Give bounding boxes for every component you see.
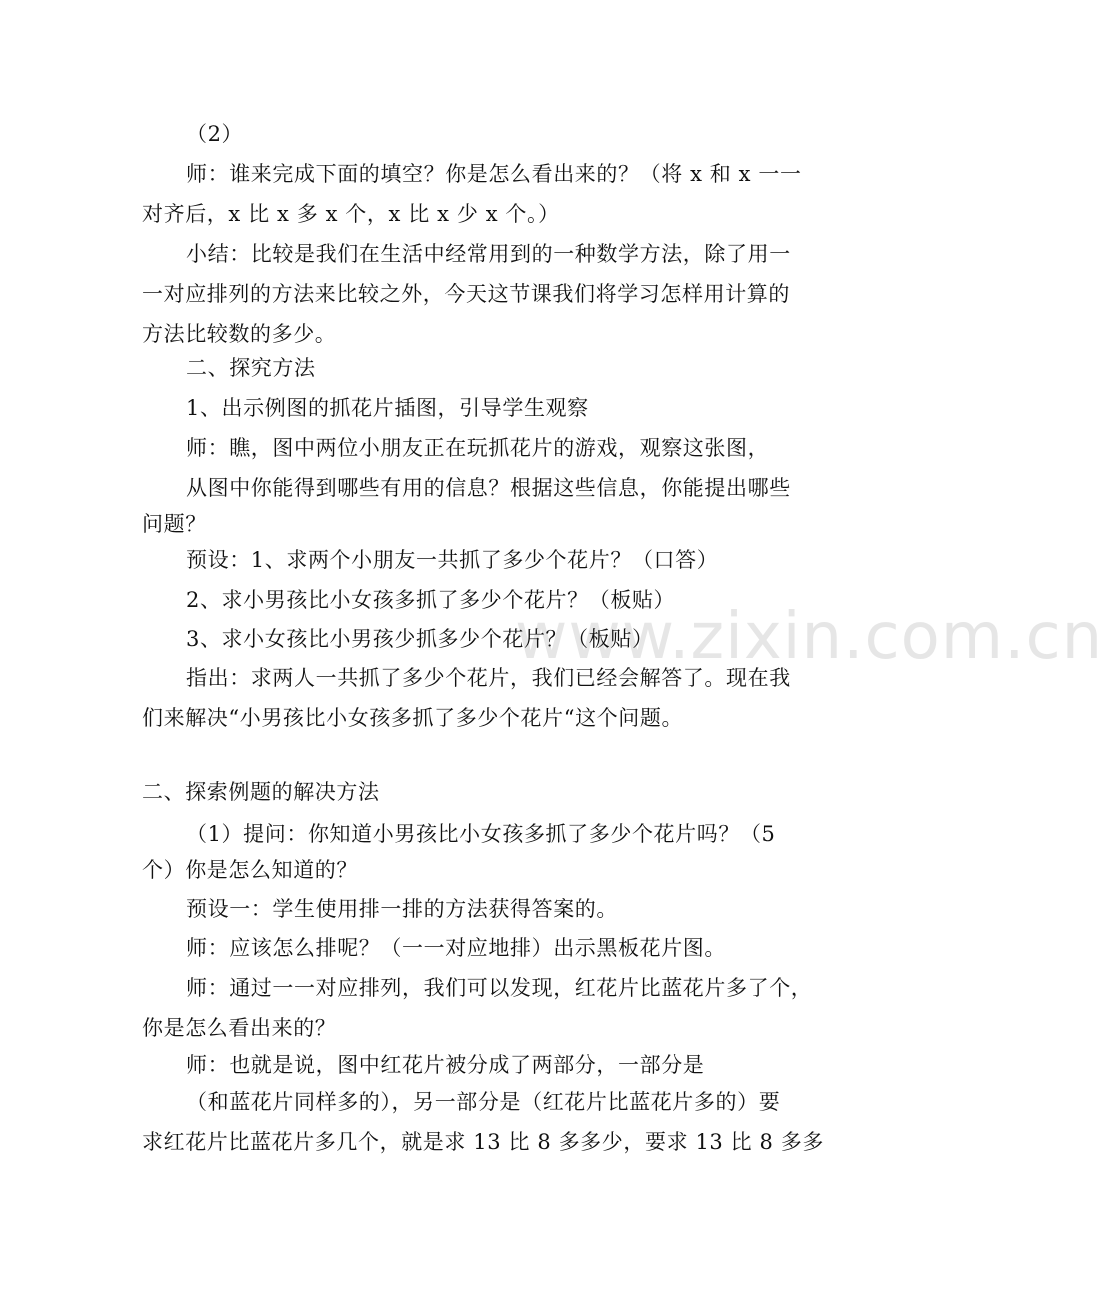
paragraph-line: 预设一：学生使用排一排的方法获得答案的。 bbox=[186, 897, 618, 921]
section-heading: 二、探究方法 bbox=[186, 356, 316, 380]
paragraph-line: 个）你是怎么知道的？ bbox=[142, 858, 358, 882]
paragraph-line: 从图中你能得到哪些有用的信息？根据这些信息，你能提出哪些 bbox=[186, 476, 791, 500]
section-heading: 二、探索例题的解决方法 bbox=[142, 780, 380, 804]
paragraph-line: （2） bbox=[186, 122, 244, 146]
paragraph-line: 1、出示例图的抓花片插图，引导学生观察 bbox=[186, 396, 589, 420]
paragraph-line: 2、求小男孩比小女孩多抓了多少个花片？（板贴） bbox=[186, 588, 676, 612]
paragraph-line: （1）提问：你知道小男孩比小女孩多抓了多少个花片吗？（5 bbox=[186, 822, 776, 846]
paragraph-line: 师：谁来完成下面的填空？你是怎么看出来的？（将 x 和 x 一一 bbox=[186, 162, 802, 186]
paragraph-line: 师：瞧，图中两位小朋友正在玩抓花片的游戏，观察这张图， bbox=[186, 436, 770, 460]
paragraph-line: 求红花片比蓝花片多几个，就是求 13 比 8 多多少，要求 13 比 8 多多 bbox=[142, 1130, 824, 1154]
paragraph-line: 小结：比较是我们在生活中经常用到的一种数学方法，除了用一 bbox=[186, 242, 791, 266]
paragraph-line: 3、求小女孩比小男孩少抓多少个花片？（板贴） bbox=[186, 627, 654, 651]
watermark: www.zixin.com.cn bbox=[515, 600, 1103, 674]
paragraph-line: 你是怎么看出来的？ bbox=[142, 1016, 337, 1040]
paragraph-line: （和蓝花片同样多的），另一部分是（红花片比蓝花片多的）要 bbox=[186, 1090, 781, 1114]
paragraph-line: 指出：求两人一共抓了多少个花片，我们已经会解答了。现在我 bbox=[186, 666, 791, 690]
paragraph-line: 预设：1、求两个小朋友一共抓了多少个花片？（口答） bbox=[186, 548, 719, 572]
paragraph-line: 问题？ bbox=[142, 512, 207, 536]
paragraph-line: 们来解决“小男孩比小女孩多抓了多少个花片“这个问题。 bbox=[142, 706, 684, 730]
paragraph-line: 师：应该怎么排呢？（一一对应地排）出示黑板花片图。 bbox=[186, 936, 726, 960]
paragraph-line: 师：通过一一对应排列，我们可以发现，红花片比蓝花片多了个， bbox=[186, 976, 813, 1000]
paragraph-line: 对齐后，x 比 x 多 x 个，x 比 x 少 x 个。） bbox=[142, 202, 560, 226]
paragraph-line: 一对应排列的方法来比较之外，今天这节课我们将学习怎样用计算的 bbox=[142, 282, 790, 306]
paragraph-line: 师：也就是说，图中红花片被分成了两部分，一部分是 bbox=[186, 1053, 705, 1077]
paragraph-line: 方法比较数的多少。 bbox=[142, 322, 337, 346]
